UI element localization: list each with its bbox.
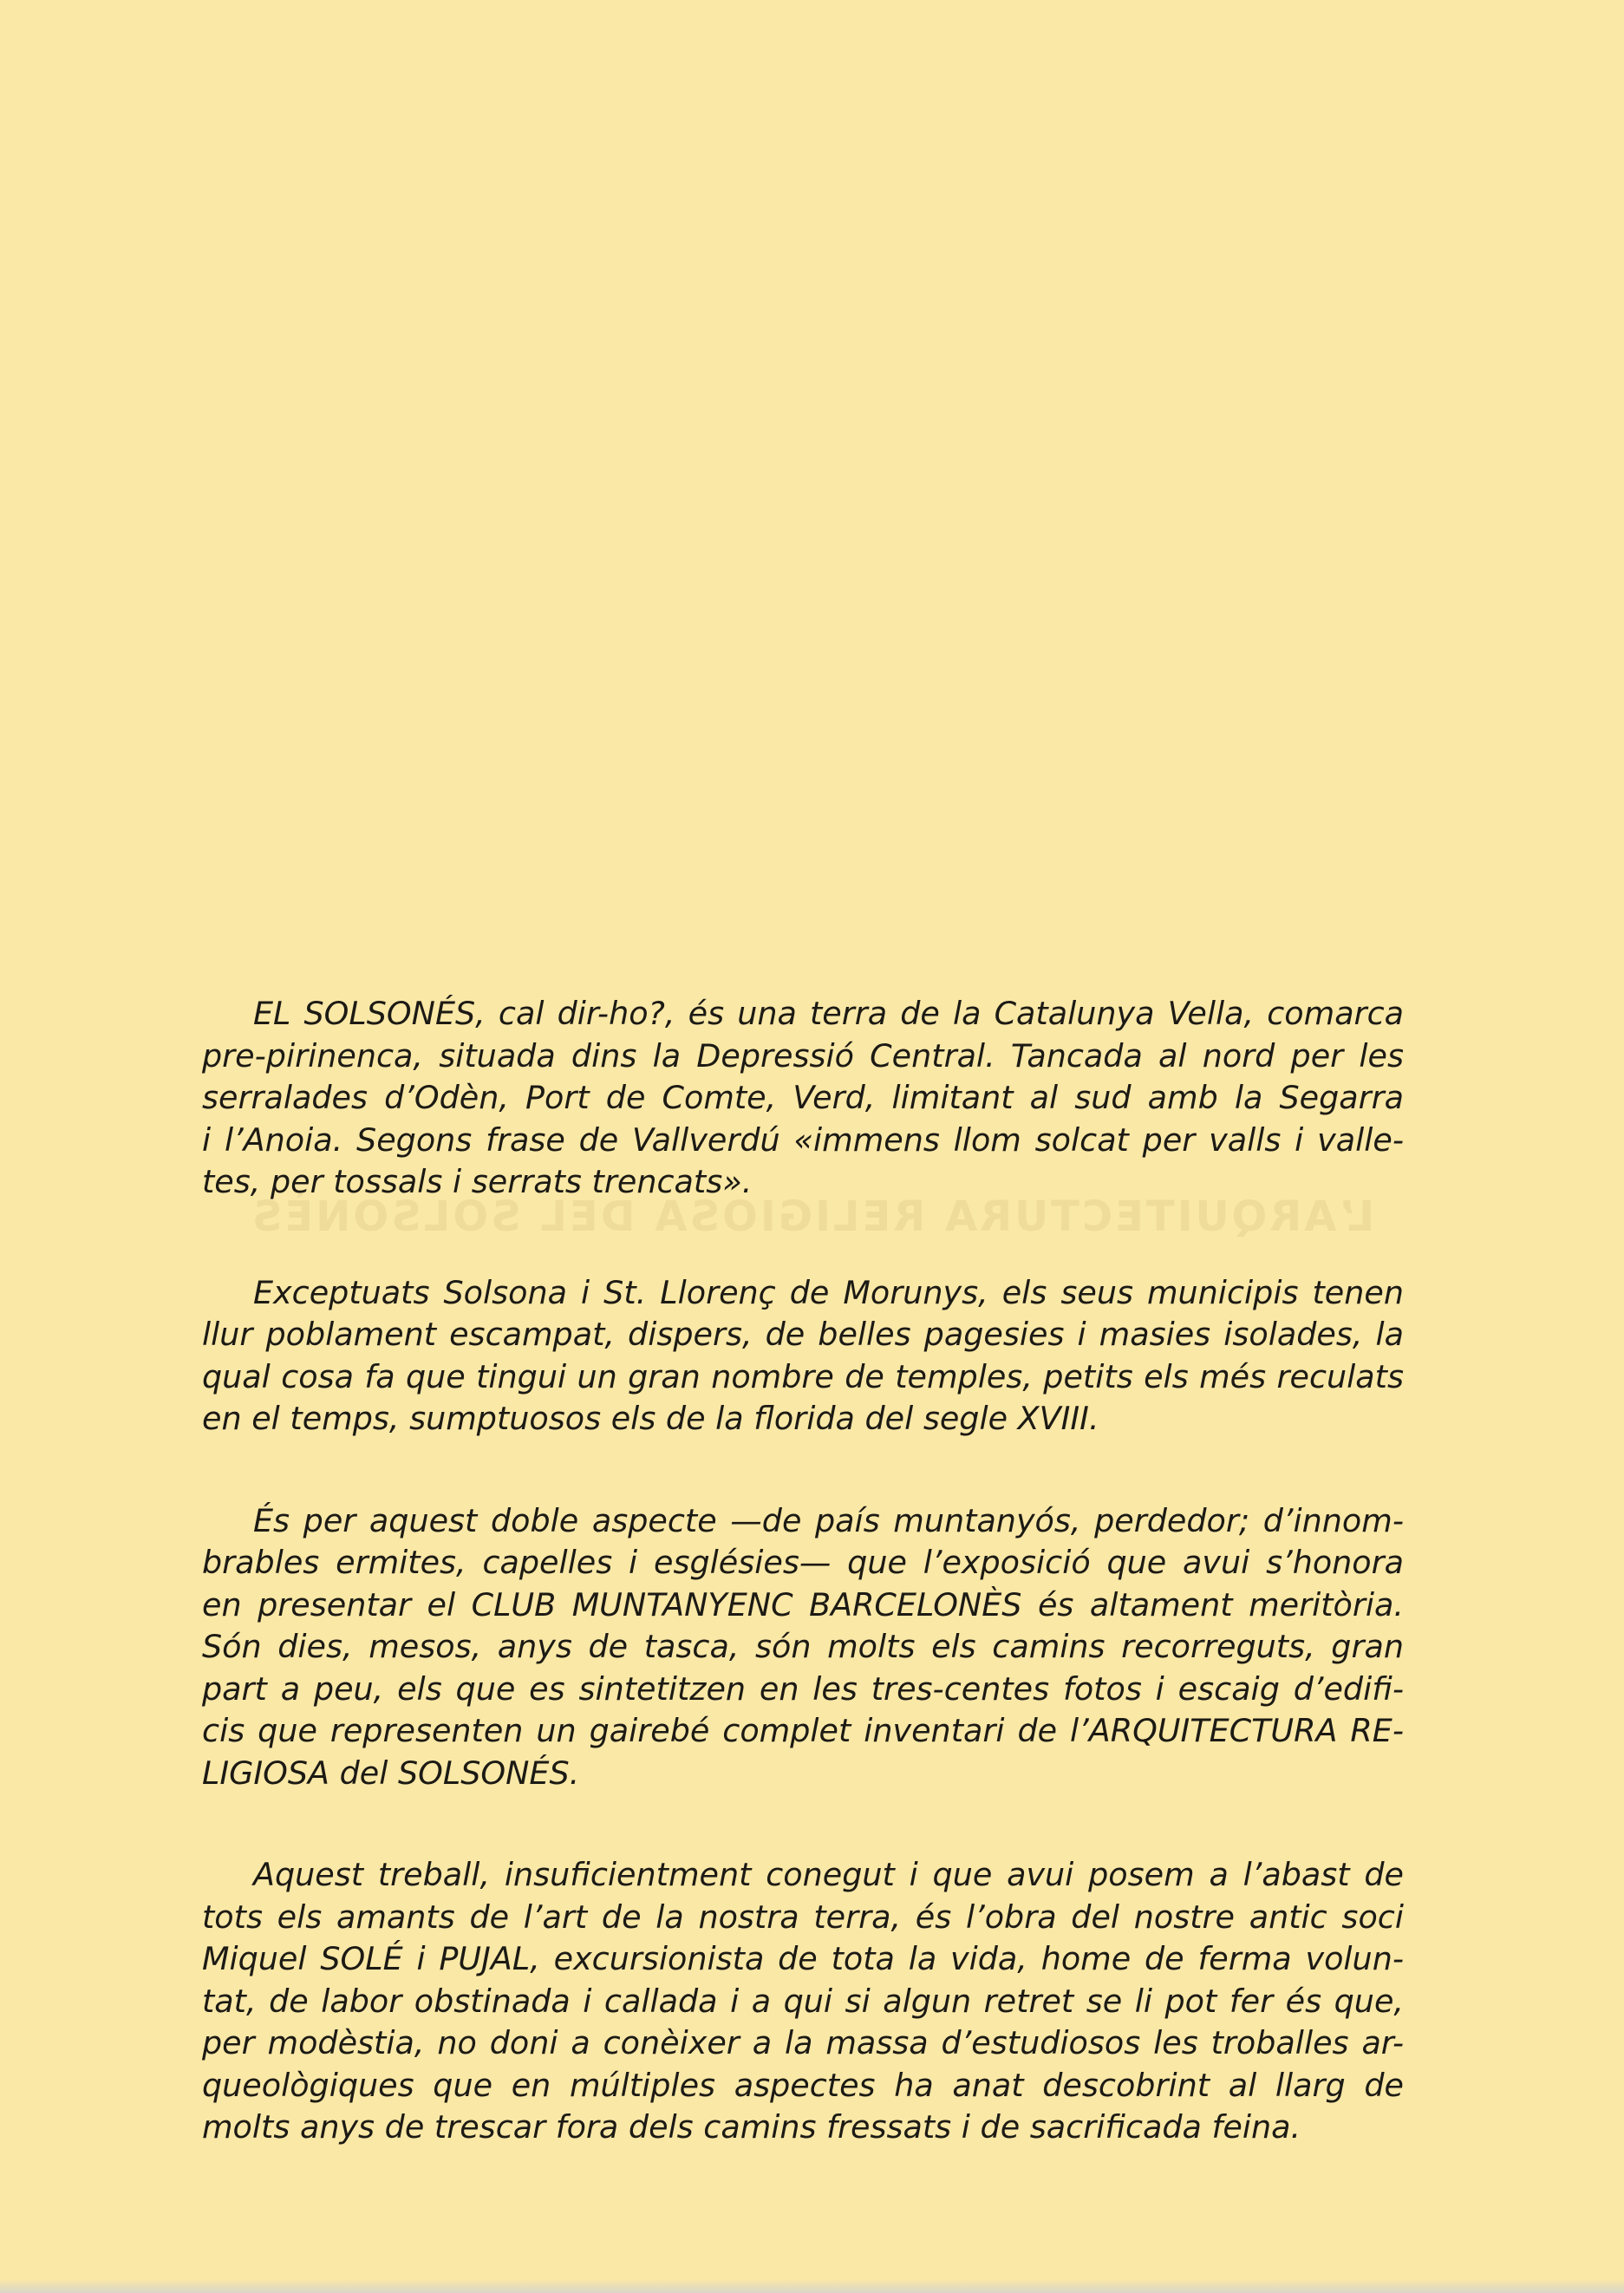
text-line: per modèstia, no doni a conèixer a la massa d’estudiosos les troballes ar- xyxy=(202,2024,1404,2061)
text-line: en presentar el CLUB MUNTANYENC BARCELONÈS és altament meritòria. xyxy=(202,1585,1404,1623)
text-line: LIGIOSA del SOLSONÉS. xyxy=(202,1754,580,1792)
text-line: EL SOLSONÉS, cal dir-ho?, és una terra de la Catalunya Vella, comarca xyxy=(253,995,1404,1032)
text-line: qual cosa fa que tingui un gran nombre de temples, petits els més reculats xyxy=(202,1357,1404,1395)
text-line: cis que representen un gairebé complet inventari de l’ARQUITECTURA RE- xyxy=(202,1712,1404,1749)
paragraph-3 xyxy=(202,1500,1404,1795)
text-line: en el temps, sumptuosos els de la florida del segle XVIII. xyxy=(202,1400,1099,1437)
text-line: part a peu, els que es sintetitzen en les tres-centes fotos i escaig d’edifi- xyxy=(202,1669,1404,1708)
show-through-title: L’ARQUITECTURA RELIGIOSA DEL SOLSONÈS xyxy=(249,1192,1375,1241)
text-line: tes, per tossals i serrats trencats». xyxy=(202,1163,753,1200)
text-line: Miquel SOLÉ i PUJAL, excursionista de tota la vida, home de ferma volun- xyxy=(202,1940,1404,1977)
text-line: pre-pirinenca, situada dins la Depressió Central. Tancada al nord per les xyxy=(202,1036,1404,1075)
scan-edge xyxy=(0,2279,1624,2293)
text-line: i l’Anoia. Segons frase de Vallverdú «immens llom solcat per valls i valle- xyxy=(202,1120,1404,1159)
text-line: Són dies, mesos, anys de tasca, són molts els camins recorreguts, gran xyxy=(202,1628,1404,1665)
text-line: queològiques que en múltiples aspectes ha anat descobrint al llarg de xyxy=(202,2066,1404,2104)
text-line: Exceptuats Solsona i St. Llorenç de Morunys, els seus municipis tenen xyxy=(253,1273,1404,1311)
text-line: serralades d’Odèn, Port de Comte, Verd, limitant al sud amb la Segarra xyxy=(202,1079,1404,1116)
text-line: molts anys de trescar fora dels camins fressats i de sacrificada feina. xyxy=(202,2108,1301,2146)
text-line: tots els amants de l’art de la nostra terra, és l’obra del nostre antic soci xyxy=(202,1898,1404,1936)
text-line: llur poblament escampat, dispers, de belles pagesies i masies isolades, la xyxy=(202,1316,1404,1353)
text-line: Aquest treball, insuficientment conegut i que avui posem a l’abast de xyxy=(253,1856,1404,1893)
paragraph-1 xyxy=(202,993,1404,1204)
paragraph-4 xyxy=(202,1854,1404,2149)
text-line: brables ermites, capelles i esglésies— que l’exposició que avui s’honora xyxy=(202,1544,1404,1581)
text-line: tat, de labor obstinada i callada i a qui si algun retret se li pot fer és que, xyxy=(202,1982,1404,2020)
body-text xyxy=(202,993,1404,2149)
text-line: És per aquest doble aspecte —de país muntanyós, perdedor; d’innom- xyxy=(253,1501,1404,1539)
paragraph-2 xyxy=(202,1272,1404,1440)
